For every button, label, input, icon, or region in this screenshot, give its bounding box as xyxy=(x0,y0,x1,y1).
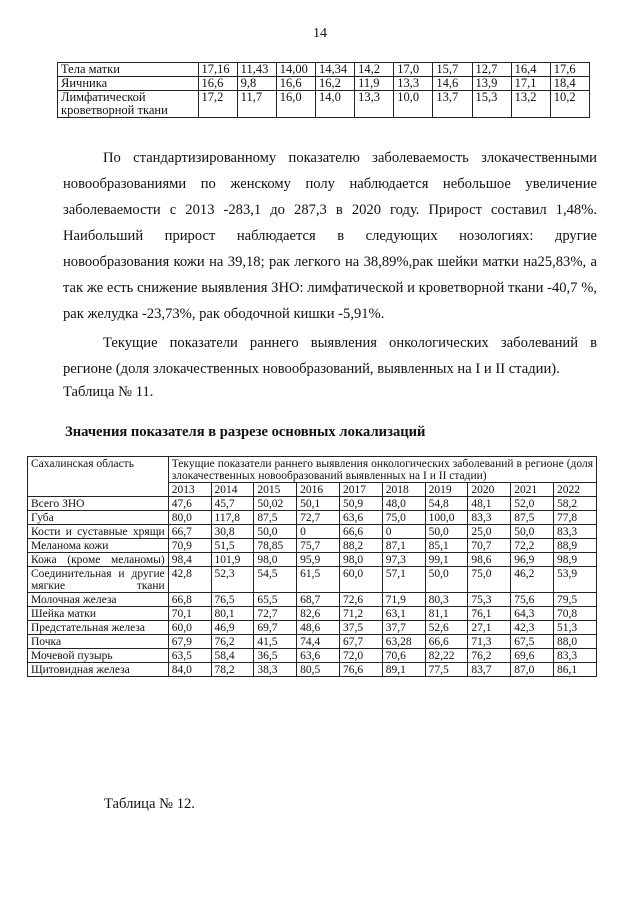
table-cell: 46,9 xyxy=(211,621,254,635)
table-row xyxy=(28,649,597,663)
year-header: 2015 xyxy=(254,483,297,497)
table-cell: 87,5 xyxy=(254,511,297,525)
table-cell: 60,0 xyxy=(339,567,382,593)
table-cell: 46,2 xyxy=(511,567,554,593)
table-cell: 78,85 xyxy=(254,539,297,553)
table-row xyxy=(28,635,597,649)
table-cell: 48,6 xyxy=(297,621,340,635)
table-cell: 18,4 xyxy=(550,77,589,91)
year-header: 2019 xyxy=(425,483,468,497)
table-cell: 85,1 xyxy=(425,539,468,553)
page-number: 14 xyxy=(313,26,327,41)
table-cell: 17,2 xyxy=(198,91,237,118)
table-cell: 88,9 xyxy=(554,539,597,553)
table-cell: 57,1 xyxy=(382,567,425,593)
year-header: 2021 xyxy=(511,483,554,497)
paragraph-incidence: По стандартизированному показателю заболеваемость злокачественными новообразованиями по женскому полу наблюдается небольшое увеличение заболеваемости с 2013 -283,1 до 287,3 в 2020 году. Прирост составил 1,48%. Наибольший прирост наблюдается в следующих нозологиях: другие новообразования кожи на 39,18; рак легкого на 38,89%,рак шейки матки на25,83%, а так же есть снижение выявления ЗНО: лимфатической и кроветворной ткани -40,7 %, рак желудка -23,73%, рак ободочной кишки -5,91%. xyxy=(63,150,597,322)
table-cell: 17,0 xyxy=(394,63,433,77)
main-table-body xyxy=(28,457,597,677)
table-cell: 97,3 xyxy=(382,553,425,567)
table-cell: 77,5 xyxy=(425,663,468,677)
table-cell: 84,0 xyxy=(168,663,211,677)
table-cell: 117,8 xyxy=(211,511,254,525)
top-table xyxy=(57,62,590,118)
table-cell: 67,7 xyxy=(339,635,382,649)
table-cell: 14,0 xyxy=(315,91,354,118)
table-cell: 15,7 xyxy=(433,63,472,77)
table-cell: 98,6 xyxy=(468,553,511,567)
table-cell: 50,9 xyxy=(339,497,382,511)
table-cell: 71,3 xyxy=(468,635,511,649)
table-cell: 66,7 xyxy=(168,525,211,539)
table-caption-11: Таблица № 11. xyxy=(63,384,154,400)
table-row xyxy=(28,525,597,539)
table-cell: 86,1 xyxy=(554,663,597,677)
table-cell: 71,9 xyxy=(382,593,425,607)
table-cell: 74,4 xyxy=(297,635,340,649)
table-cell: 95,9 xyxy=(297,553,340,567)
table-row xyxy=(58,63,590,77)
table-cell: 72,6 xyxy=(339,593,382,607)
row-label: Кожа (кроме меланомы) xyxy=(28,553,169,567)
table-cell: 16,2 xyxy=(315,77,354,91)
table-cell: 48,0 xyxy=(382,497,425,511)
table-cell: 16,6 xyxy=(276,77,315,91)
year-header: 2016 xyxy=(297,483,340,497)
table-row xyxy=(28,621,597,635)
row-label: Меланома кожи xyxy=(28,539,169,553)
table-cell: 14,2 xyxy=(355,63,394,77)
table-caption-12: Таблица № 12. xyxy=(104,796,195,812)
table-row xyxy=(28,553,597,567)
table-cell: 45,7 xyxy=(211,497,254,511)
table-row xyxy=(28,567,597,593)
table-cell: 80,0 xyxy=(168,511,211,525)
table-cell: 14,6 xyxy=(433,77,472,91)
table-cell: 69,6 xyxy=(511,649,554,663)
row-label: Щитовидная железа xyxy=(28,663,169,677)
table-row xyxy=(58,77,590,91)
table-cell: 63,6 xyxy=(339,511,382,525)
table-row xyxy=(28,607,597,621)
table-cell: 54,8 xyxy=(425,497,468,511)
table-cell: 47,6 xyxy=(168,497,211,511)
table-cell: 69,7 xyxy=(254,621,297,635)
year-header: 2020 xyxy=(468,483,511,497)
table-cell: 83,7 xyxy=(468,663,511,677)
table-cell: 75,0 xyxy=(382,511,425,525)
row-label: Всего ЗНО xyxy=(28,497,169,511)
table-cell: 64,3 xyxy=(511,607,554,621)
table-row xyxy=(28,511,597,525)
table-cell: 16,4 xyxy=(511,63,550,77)
row-label: Губа xyxy=(28,511,169,525)
row-label: Соединительная и другие мягкие ткани xyxy=(28,567,169,593)
table-cell: 50,0 xyxy=(254,525,297,539)
table-cell: 38,3 xyxy=(254,663,297,677)
table-cell: 13,7 xyxy=(433,91,472,118)
table-cell: 14,34 xyxy=(315,63,354,77)
table-cell: 76,1 xyxy=(468,607,511,621)
table-cell: 50,02 xyxy=(254,497,297,511)
table-cell: 80,3 xyxy=(425,593,468,607)
table-cell: 13,2 xyxy=(511,91,550,118)
table-cell: 70,9 xyxy=(168,539,211,553)
table-cell: 52,0 xyxy=(511,497,554,511)
table-cell: 75,6 xyxy=(511,593,554,607)
table-cell: 42,8 xyxy=(168,567,211,593)
table-cell: 66,8 xyxy=(168,593,211,607)
table-cell: 11,43 xyxy=(237,63,276,77)
table-cell: 37,5 xyxy=(339,621,382,635)
table-cell: 81,1 xyxy=(425,607,468,621)
table-cell: 17,6 xyxy=(550,63,589,77)
table-cell: 58,4 xyxy=(211,649,254,663)
table-cell: 66,6 xyxy=(339,525,382,539)
table-cell: 80,1 xyxy=(211,607,254,621)
table-cell: 10,2 xyxy=(550,91,589,118)
table-cell: 54,5 xyxy=(254,567,297,593)
row-label: Кости и суставные хрящи xyxy=(28,525,169,539)
table-cell: 63,6 xyxy=(297,649,340,663)
table-cell: 50,0 xyxy=(425,525,468,539)
table-cell: 60,0 xyxy=(168,621,211,635)
table-cell: 17,1 xyxy=(511,77,550,91)
main-table-corner: Сахалинская область xyxy=(28,457,169,497)
row-label: Молочная железа xyxy=(28,593,169,607)
table-cell: 52,6 xyxy=(425,621,468,635)
table-cell: 87,1 xyxy=(382,539,425,553)
table-row xyxy=(58,91,590,118)
table-cell: 83,3 xyxy=(468,511,511,525)
section-heading: Значения показателя в разрезе основных локализаций xyxy=(65,424,426,440)
row-label: Мочевой пузырь xyxy=(28,649,169,663)
table-cell: 50,0 xyxy=(511,525,554,539)
table-cell: 42,3 xyxy=(511,621,554,635)
table-cell: 61,5 xyxy=(297,567,340,593)
year-header: 2017 xyxy=(339,483,382,497)
table-cell: 76,5 xyxy=(211,593,254,607)
table-cell: 15,3 xyxy=(472,91,511,118)
table-cell: 9,8 xyxy=(237,77,276,91)
table-cell: 36,5 xyxy=(254,649,297,663)
table-cell: 99,1 xyxy=(425,553,468,567)
table-cell: 65,5 xyxy=(254,593,297,607)
table-cell: 98,0 xyxy=(254,553,297,567)
table-cell: 72,7 xyxy=(297,511,340,525)
table-cell: 66,6 xyxy=(425,635,468,649)
table-cell: 11,9 xyxy=(355,77,394,91)
table-cell: 0 xyxy=(382,525,425,539)
table-cell: 83,3 xyxy=(554,525,597,539)
table-cell: 63,28 xyxy=(382,635,425,649)
table-cell: 76,6 xyxy=(339,663,382,677)
main-table-header: Текущие показатели раннего выявления онкологических заболеваний в регионе (доля злокачественных новообразований выявленных на I и II стадии) xyxy=(168,457,596,483)
table-cell: 75,3 xyxy=(468,593,511,607)
row-label: Шейка матки xyxy=(28,607,169,621)
table-cell: 13,3 xyxy=(394,77,433,91)
table-cell: 89,1 xyxy=(382,663,425,677)
table-cell: 17,16 xyxy=(198,63,237,77)
table-cell: 27,1 xyxy=(468,621,511,635)
table-cell: 76,2 xyxy=(468,649,511,663)
table-cell: 67,5 xyxy=(511,635,554,649)
table-cell: 75,0 xyxy=(468,567,511,593)
table-cell: 14,00 xyxy=(276,63,315,77)
year-header: 2014 xyxy=(211,483,254,497)
table-cell: 58,2 xyxy=(554,497,597,511)
table-cell: 70,8 xyxy=(554,607,597,621)
table-cell: 83,3 xyxy=(554,649,597,663)
table-row xyxy=(28,497,597,511)
table-cell: 30,8 xyxy=(211,525,254,539)
top-table-body xyxy=(58,63,590,118)
table-cell: 67,9 xyxy=(168,635,211,649)
table-cell: 13,9 xyxy=(472,77,511,91)
table-cell: 82,6 xyxy=(297,607,340,621)
year-header: 2013 xyxy=(168,483,211,497)
table-cell: 16,0 xyxy=(276,91,315,118)
table-cell: 96,9 xyxy=(511,553,554,567)
table-cell: 72,2 xyxy=(511,539,554,553)
table-cell: 63,5 xyxy=(168,649,211,663)
row-label: Предстательная железа xyxy=(28,621,169,635)
table-cell: 50,0 xyxy=(425,567,468,593)
table-cell: 80,5 xyxy=(297,663,340,677)
table-cell: 100,0 xyxy=(425,511,468,525)
table-cell: 12,7 xyxy=(472,63,511,77)
main-table-header-row xyxy=(28,457,597,483)
table-row xyxy=(28,539,597,553)
row-label: Яичника xyxy=(58,77,199,91)
table-cell: 48,1 xyxy=(468,497,511,511)
table-cell: 72,0 xyxy=(339,649,382,663)
table-cell: 52,3 xyxy=(211,567,254,593)
table-row xyxy=(28,593,597,607)
table-cell: 51,5 xyxy=(211,539,254,553)
table-cell: 87,0 xyxy=(511,663,554,677)
table-cell: 25,0 xyxy=(468,525,511,539)
table-cell: 63,1 xyxy=(382,607,425,621)
table-cell: 98,0 xyxy=(339,553,382,567)
row-label: Тела матки xyxy=(58,63,199,77)
table-cell: 88,2 xyxy=(339,539,382,553)
table-cell: 16,6 xyxy=(198,77,237,91)
table-cell: 98,9 xyxy=(554,553,597,567)
table-cell: 13,3 xyxy=(355,91,394,118)
table-cell: 78,2 xyxy=(211,663,254,677)
table-cell: 41,5 xyxy=(254,635,297,649)
table-cell: 70,1 xyxy=(168,607,211,621)
table-cell: 72,7 xyxy=(254,607,297,621)
table-cell: 87,5 xyxy=(511,511,554,525)
table-cell: 88,0 xyxy=(554,635,597,649)
main-table xyxy=(27,456,597,677)
table-cell: 71,2 xyxy=(339,607,382,621)
row-label: Почка xyxy=(28,635,169,649)
table-cell: 77,8 xyxy=(554,511,597,525)
table-cell: 53,9 xyxy=(554,567,597,593)
table-cell: 50,1 xyxy=(297,497,340,511)
table-cell: 70,6 xyxy=(382,649,425,663)
table-row xyxy=(28,663,597,677)
table-cell: 76,2 xyxy=(211,635,254,649)
paragraph-early-detection: Текущие показатели раннего выявления онкологических заболеваний в регионе (доля злокачественных новообразований, выявленных на I и II стадии). xyxy=(63,335,597,377)
table-cell: 37,7 xyxy=(382,621,425,635)
table-cell: 75,7 xyxy=(297,539,340,553)
table-cell: 0 xyxy=(297,525,340,539)
table-cell: 82,22 xyxy=(425,649,468,663)
table-cell: 79,5 xyxy=(554,593,597,607)
table-cell: 98,4 xyxy=(168,553,211,567)
table-cell: 10,0 xyxy=(394,91,433,118)
table-cell: 101,9 xyxy=(211,553,254,567)
table-cell: 70,7 xyxy=(468,539,511,553)
table-cell: 11,7 xyxy=(237,91,276,118)
row-label: Лимфатической кроветворной ткани xyxy=(58,91,199,118)
year-header: 2018 xyxy=(382,483,425,497)
year-header: 2022 xyxy=(554,483,597,497)
table-cell: 68,7 xyxy=(297,593,340,607)
table-cell: 51,3 xyxy=(554,621,597,635)
